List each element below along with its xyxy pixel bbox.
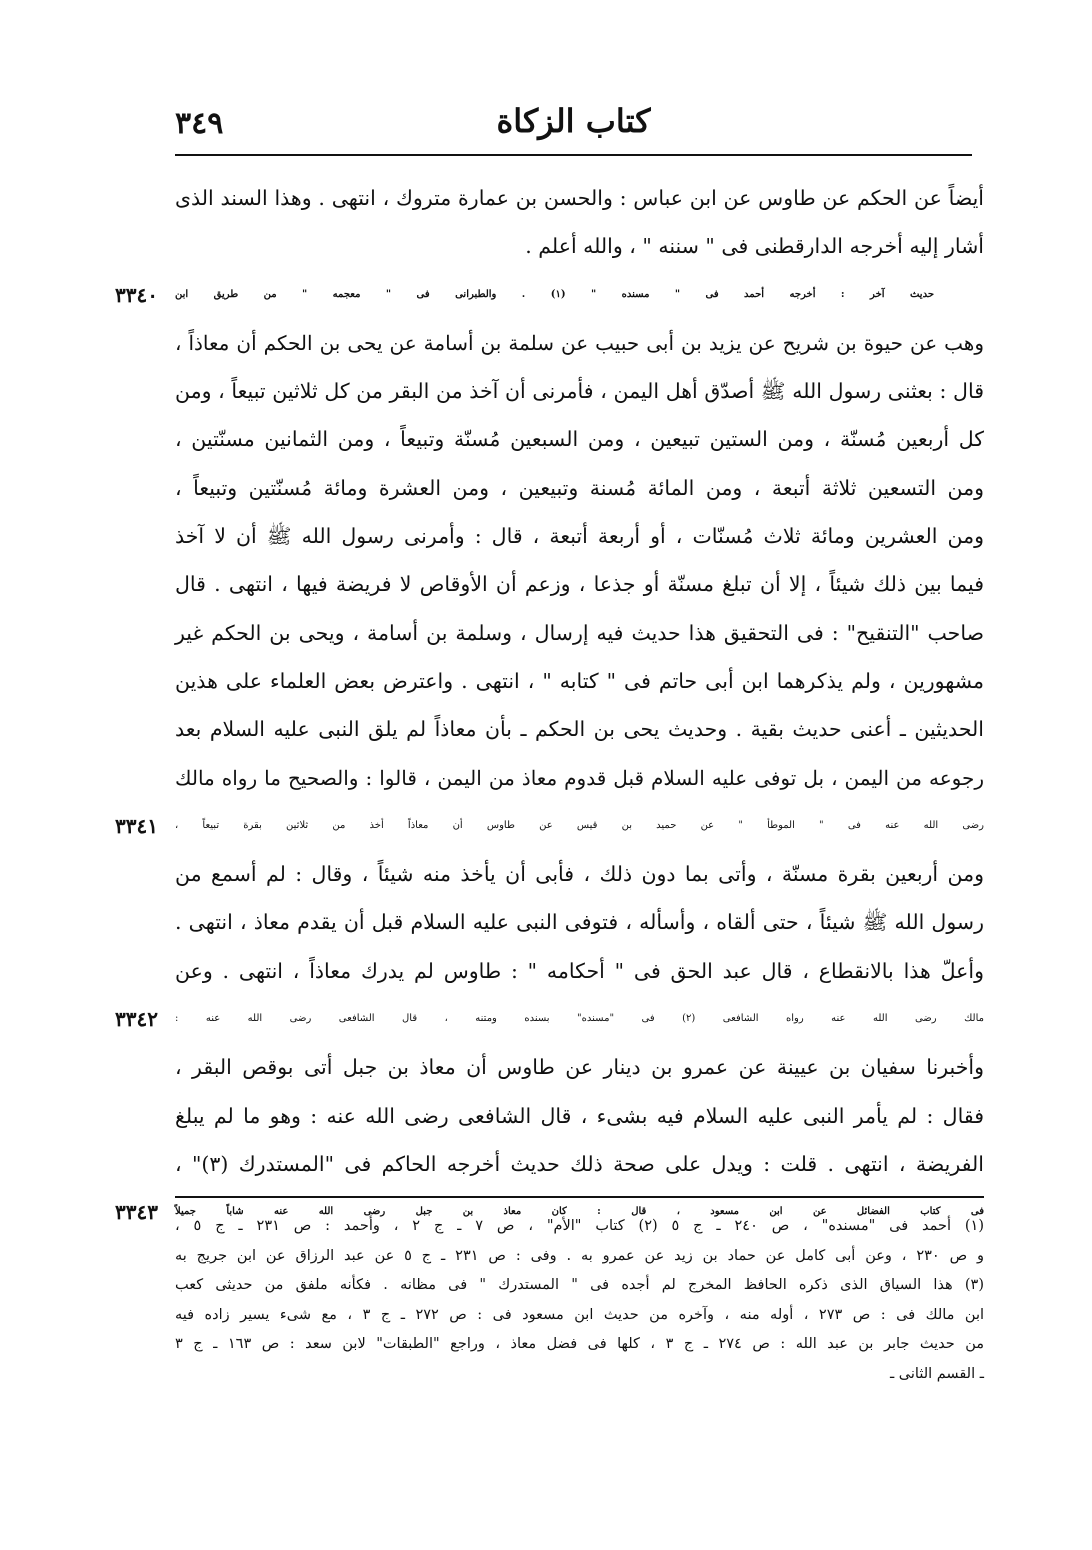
- text-line: مشهورين ، ولم يذكرهما ابن أبى حاتم فى " كتابه " ، انتهى . واعترض بعض العلماء على هذين: [175, 668, 984, 693]
- footnote-line: و ص ٢٣٠ ، وعن أبى كامل عن حماد بن زيد عن عمرو به . وفى : ص ٢٣١ ـ ج ٥ عن عبد الرزاق عن ابن جريج به: [175, 1247, 984, 1264]
- main-text: [115, 174, 984, 1237]
- running-title: كتاب الزكاة: [496, 102, 651, 140]
- margin-number: ٣٣٤١: [115, 813, 158, 838]
- footnote-line: ـ القسم الثانى ـ: [889, 1365, 984, 1382]
- margin-number: ٣٣٤٣: [115, 1200, 158, 1225]
- text-line: وأعلّ هذا بالانقطاع ، قال عبد الحق فى " أحكامه " : طاوس لم يدرك معاذاً ، انتهى . وعن: [175, 958, 984, 983]
- text-line: رجوعه من اليمن ، بل توفى عليه السلام قبل قدوم معاذ من اليمن ، قالوا : والصحيح ما رواه مالك: [175, 765, 984, 790]
- text-line: رسول الله ﷺ شيئاً ، حتى ألقاه ، وأسأله ، فتوفى النبى عليه السلام قبل أن يقدم معاذ ، انتهى .: [175, 910, 984, 935]
- text-line: قال : بعثنى رسول الله ﷺ أصدّق أهل اليمن ، فأمرنى أن آخذ من البقر من كل ثلاثين تبيعاً ، ومن: [175, 379, 984, 404]
- text-line: الفريضة ، انتهى . قلت : ويدل على صحة ذلك حديث أخرجه الحاكم فى "المستدرك (٣)" ،: [175, 1151, 984, 1176]
- footnote-line: (١) أحمد فى "مسنده" ، ص ٢٤٠ ـ ج ٥ (٢) كتاب "الأم" ، ص ٧ ـ ج ٢ ، وأحمد : ص ٢٣١ ـ ج ٥ ،: [175, 1218, 984, 1234]
- footnotes: [175, 1196, 984, 1389]
- text-line: صاحب "التنقيح" : فى التحقيق هذا حديث فيه إرسال ، وسلمة بن أسامة ، ويحى بن الحكم غير: [175, 620, 984, 645]
- text-line: مالك رضى الله عنه رواه الشافعى (٢) فى "مسنده" بسنده ومتنه ، قال الشافعى رضى الله عنه : ٣٣٤٢: [175, 995, 984, 1043]
- text-line: أشار إليه أخرجه الدارقطنى فى " سننه " ، والله أعلم .: [525, 234, 984, 259]
- text-line: ومن أربعين بقرة مسنّة ، وأتى بما دون ذلك ، فأبى أن يأخذ منه شيئاً ، وقال : لم أسمع من: [175, 862, 984, 887]
- text-line: فقال : لم يأمر النبى عليه السلام فيه بشىء ، قال الشافعى رضى الله عنه : وهو ما لم يبلغ: [175, 1103, 984, 1128]
- text-line: وهب عن حيوة بن شريح عن يزيد بن أبى حبيب عن سلمة بن أسامة عن يحى بن الحكم أن معاذاً ،: [175, 330, 984, 355]
- footnote-line: من حديث جابر بن عبد الله : ص ٢٧٤ ـ ج ٣ ، كلها فى فضل معاذ ، وراجع "الطبقات" لابن سعد : ص ١٦٣ ـ ج ٣: [175, 1336, 984, 1352]
- text-line: الحديثين ـ أعنى حديث بقية . وحديث يحى بن الحكم ـ بأن معاذاً لم يلق النبى عليه السلام بعد: [175, 717, 984, 742]
- footnote-line: ابن مالك فى : ص ٢٧٣ ، أوله منه ، وآخره من حديث ابن مسعود فى : ص ٢٧٢ ـ ج ٣ ، مع شىء يسير زاده فيه: [175, 1306, 985, 1323]
- text-line: أيضاً عن الحكم عن طاوس عن ابن عباس : والحسن بن عمارة متروك ، انتهى . وهذا السند الذى: [175, 186, 984, 210]
- margin-number: ٣٣٤٠: [115, 282, 158, 307]
- page-header: [175, 98, 972, 156]
- page-number: ٣٤٩: [175, 106, 224, 141]
- text-line: ومن العشرين ومائة ثلاث مُسنّات ، أو أربعة أتبعة ، قال : وأمرنى رسول الله ﷺ أن لا آخذ: [175, 524, 984, 549]
- text-line: كل أربعين مُسنّة ، ومن الستين تبيعين ، ومن السبعين مُسنّة وتبيعاً ، ومن الثمانين مسنّتين ،: [175, 427, 984, 452]
- text-line: رضى الله عنه فى " الموطأ " عن حميد بن قيس عن طاوس أن معاذاً أخذ من ثلاثين بقرة تبيعاً ، ٣٣٤١: [175, 802, 984, 850]
- text-line-hadith-heading: حديث آخر : أخرجه أحمد فى " مسنده " (١) . والطبرانى فى " معجمه " من طريق ابن ٣٣٤٠: [175, 271, 984, 319]
- margin-number: ٣٣٤٢: [115, 1007, 158, 1032]
- text-line: ومن التسعين ثلاثة أتبعة ، ومن المائة مُسنة وتبيعين ، ومن العشرة ومائة مُسنّتين وتبيعاً ،: [175, 475, 984, 500]
- footnote-line: (٣) هذا السياق الذى ذكره الحافظ المخرج لم أجده فى " المستدرك " فى مظانه . فكأنه ملفق من حديثى كعب: [175, 1277, 984, 1293]
- text-line: فيما بين ذلك شيئاً ، إلا أن تبلغ مسنّة أو جذعا ، وزعم أن الأوقاص لا فريضة فيها ، انتهى . قال: [175, 572, 984, 597]
- text-line: فى كتاب الفضائل عن ابن مسعود ، قال : كان معاذ بن جبل رضى الله عنه شاباً جميلاً ٣٣٤٣: [175, 1188, 984, 1236]
- text-line: وأخبرنا سفيان بن عيينة عن عمرو بن دينار عن طاوس أن معاذ بن جبل أتى بوقص البقر ،: [175, 1055, 984, 1080]
